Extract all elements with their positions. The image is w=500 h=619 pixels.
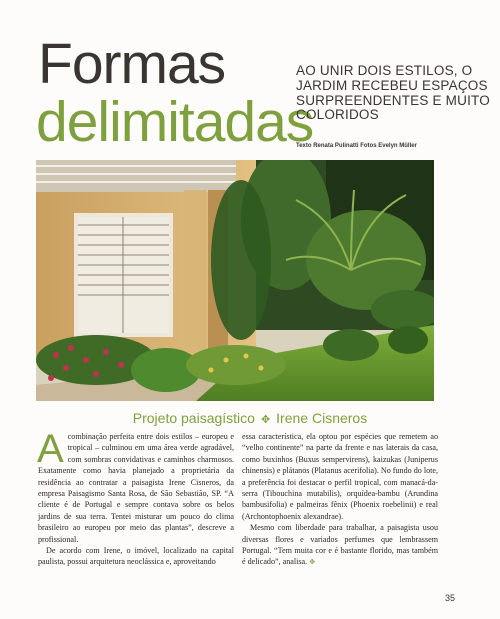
section-heading-right: Irene Cisneros [276,410,368,426]
headline-line1: Formas [38,32,226,96]
drop-cap: A [37,427,64,471]
credits: Texto Renata Pulinatti Fotos Evelyn Müller [296,143,417,149]
paragraph-1: combinação perfeita entre dois estilos – europeu e tropical – culminou em uma área verde agradável, com sombras convidativas e caminhos charmosos. Exatamente como havia planejado a proprietária da residência ao contratar a paisagista Irene Cisneros, da empresa Paisagismo Santa Rosa, de São Sebastião, SP. “A cliente é de Portugal e sempre contava sobre os belos jardins de sua terra. Tentei misturar um pouco do clima brasileiro ao europeu por meio das plantas”, descreve a profissional. [38,432,234,544]
paragraph-3: essa característica, ela optou por espécies que remetem ao “velho continente” na parte da frente e nas laterais da casa, como buxinhos (Buxus sempervirens), kaizukas (Juniperus chinensis) e plátanos (Platanus acerifolia). No fundo do lote, a preferência foi destacar o perfil tropical, com manacá-da-serra (Tibouchina mutabilis), orquídea-bambu (Arundina bambusifolia) e palmeiras fênix (Phoenix roebelinii) e real (Archontophoenix alexandrae). [242,432,438,521]
subheadline: AO UNIR DOIS ESTILOS, O JARDIM RECEBEU ESPAÇOS SURPREENDENTES E MUITO COLORIDOS [296,63,490,123]
end-mark-icon: ✥ [309,558,316,567]
ornament-icon: ✥ [260,414,271,426]
section-heading [0,410,500,426]
paragraph-4-text: Mesmo com liberdade para trabalhar, a paisagista usou diversas flores e variados perfumes que lembrassem Portugal. “Tem muita cor e é bastante florido, mas também é delicado”, analisa. [242,523,438,567]
text-column-1 [37,427,234,568]
section-heading-left: Projeto paisagístico [132,410,255,426]
paragraph-4 [242,522,438,569]
garden-photo [36,160,434,401]
paragraph-2: De acordo com Irene, o imóvel, localizado na capital paulista, possui arquitetura neoclássica e, aproveitando [38,546,234,567]
headline-line2: delimitadas [36,90,314,154]
page-number: 35 [445,593,456,603]
text-column-2 [242,431,438,569]
